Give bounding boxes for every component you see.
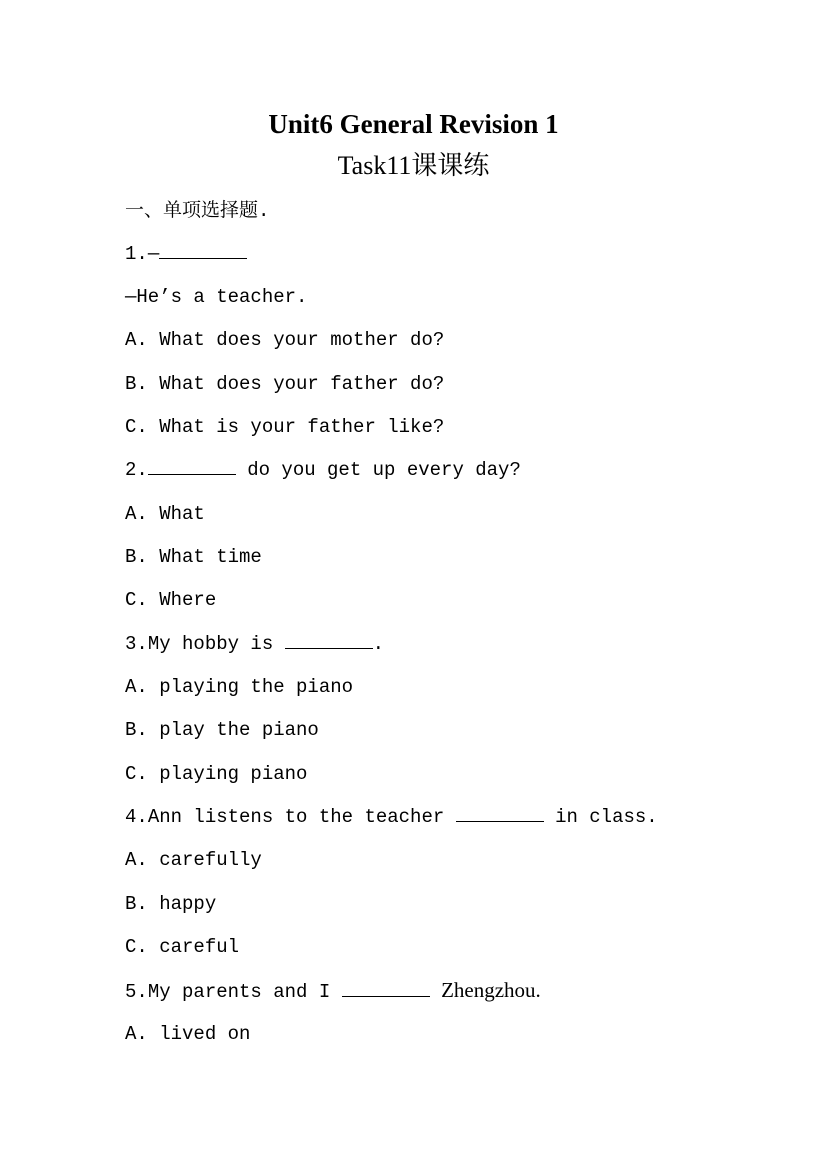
answer-blank[interactable] bbox=[456, 805, 544, 822]
question-3-option-a[interactable]: A. playing the piano bbox=[125, 676, 354, 698]
answer-blank[interactable] bbox=[342, 980, 430, 997]
question-suffix bbox=[430, 981, 441, 1003]
question-1-option-b[interactable]: B. What does your father do? bbox=[125, 373, 445, 395]
question-1-response: —He’s a teacher. bbox=[125, 286, 308, 308]
question-number: 1. bbox=[125, 243, 148, 265]
question-number: 4. bbox=[125, 806, 148, 828]
question-2 bbox=[125, 458, 521, 482]
answer-blank[interactable] bbox=[159, 242, 247, 259]
question-3 bbox=[125, 632, 384, 656]
answer-blank[interactable] bbox=[148, 458, 236, 475]
question-3-option-b[interactable]: B. play the piano bbox=[125, 719, 319, 741]
answer-blank[interactable] bbox=[285, 632, 373, 649]
question-3-option-c[interactable]: C. playing piano bbox=[125, 763, 308, 785]
question-suffix-word: Zhengzhou. bbox=[441, 978, 541, 1002]
question-suffix: . bbox=[372, 633, 385, 655]
question-suffix: do you get up every day? bbox=[235, 459, 521, 481]
question-number: 3. bbox=[125, 633, 148, 655]
question-5 bbox=[125, 978, 541, 1004]
question-4-option-c[interactable]: C. careful bbox=[125, 936, 240, 958]
question-number: 2. bbox=[125, 459, 148, 481]
question-prefix: My hobby is bbox=[147, 633, 285, 655]
question-4-option-a[interactable]: A. carefully bbox=[125, 849, 262, 871]
question-prefix: My parents and I bbox=[147, 981, 342, 1003]
question-4 bbox=[125, 805, 658, 829]
question-5-option-a[interactable]: A. lived on bbox=[125, 1023, 251, 1045]
question-4-option-b[interactable]: B. happy bbox=[125, 893, 217, 915]
question-prefix: — bbox=[147, 243, 160, 265]
page-subtitle: Task11课课练 bbox=[337, 151, 490, 180]
page-title: Unit6 General Revision 1 bbox=[268, 109, 559, 139]
question-2-option-c[interactable]: C. Where bbox=[125, 589, 217, 611]
section-heading: 一、单项选择题. bbox=[125, 200, 270, 222]
question-1-option-c[interactable]: C. What is your father like? bbox=[125, 416, 445, 438]
question-prefix: Ann listens to the teacher bbox=[147, 806, 456, 828]
question-number: 5. bbox=[125, 981, 148, 1003]
question-1-option-a[interactable]: A. What does your mother do? bbox=[125, 329, 445, 351]
question-2-option-b[interactable]: B. What time bbox=[125, 546, 262, 568]
question-2-option-a[interactable]: A. What bbox=[125, 503, 205, 525]
question-suffix: in class. bbox=[543, 806, 658, 828]
question-1 bbox=[125, 242, 247, 266]
